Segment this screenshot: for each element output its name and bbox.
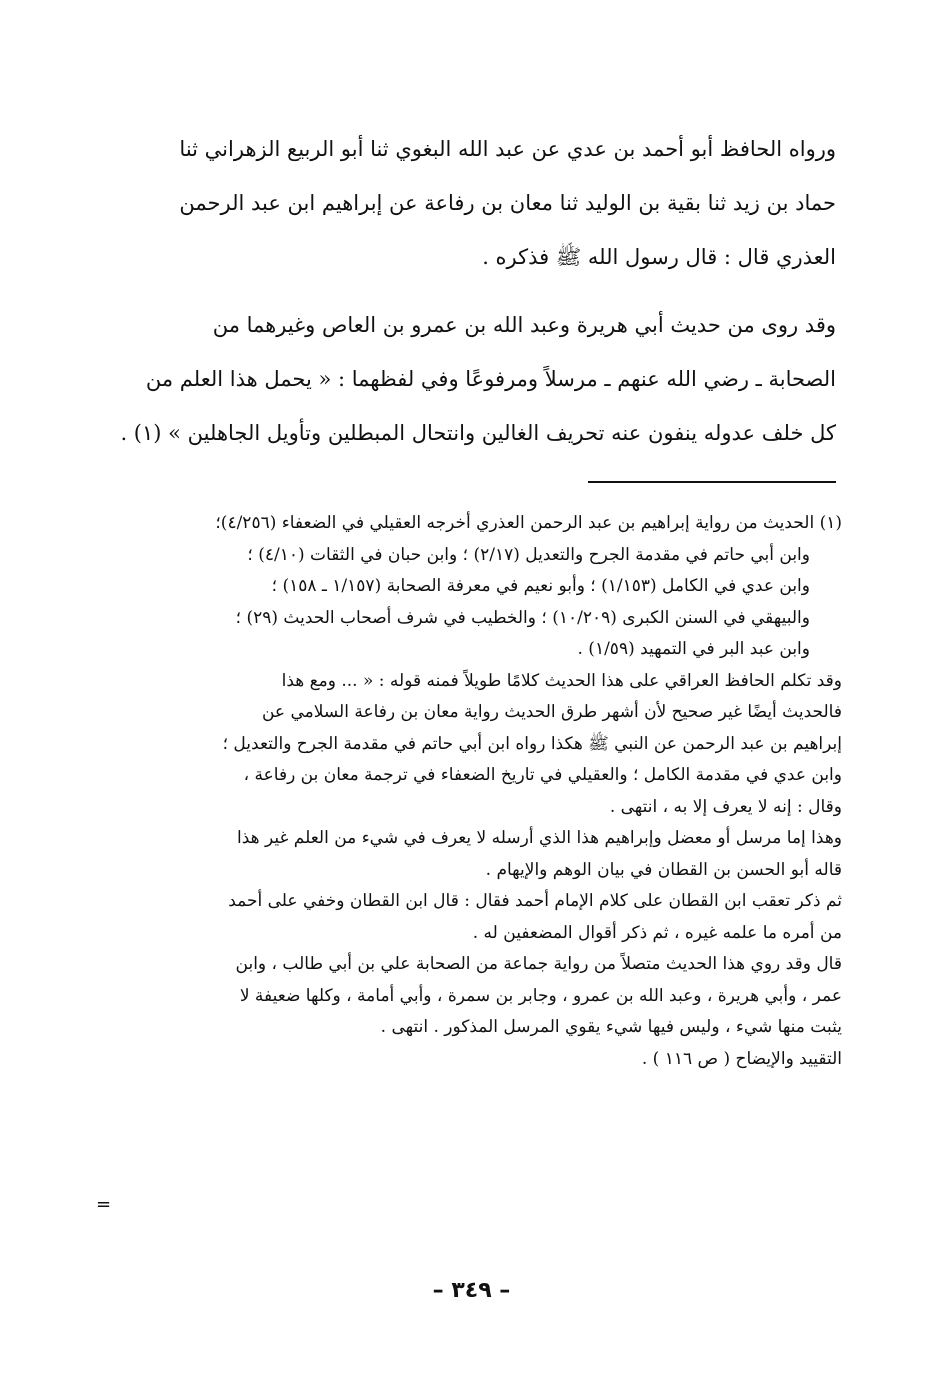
text-line: حماد بن زيد ثنا بقية بن الوليد ثنا معان بن رفاعة عن إبراهيم ابن عبد الرحمن	[179, 191, 836, 215]
footnote-line: وهذا إما مرسل أو معضل وإبراهيم هذا الذي أرسله لا يعرف في شيء من العلم غير هذا	[236, 828, 842, 848]
footnote-line: وقد تكلم الحافظ العراقي على هذا الحديث كلامًا طويلاً فمنه قوله : « ... ومع هذا	[281, 670, 842, 691]
text-line: كل خلف عدوله ينفون عنه تحريف الغالين وانتحال المبطلين وتأويل الجاهلين » (١) .	[120, 421, 836, 445]
footnote-line: عمر ، وأبي هريرة ، وعبد الله بن عمرو ، وجابر بن سمرة ، وأبي أمامة ، وكلها ضعيفة لا	[239, 985, 842, 1006]
main-text	[118, 122, 836, 474]
footnote-line: وابن عدي في الكامل (١/١٥٣) ؛ وأبو نعيم في معرفة الصحابة (١/١٥٧ ـ ١٥٨) ؛	[271, 576, 810, 596]
footnote-block-1	[118, 508, 842, 666]
text-line: وقد روى من حديث أبي هريرة وعبد الله بن عمرو بن العاص وغيرهما من	[212, 313, 836, 337]
footnote-line: وقال : إنه لا يعرف إلا به ، انتهى .	[609, 796, 842, 817]
footnotes	[118, 508, 842, 1075]
footnote-block-3	[118, 823, 842, 886]
footnote-block-2	[118, 666, 842, 824]
main-paragraph-2	[118, 298, 836, 460]
page-number: – ٣٤٩ –	[432, 1278, 511, 1303]
footnote-block-5	[118, 949, 842, 1044]
footnote-line: إبراهيم بن عبد الرحمن عن النبي ﷺ هكذا رواه ابن أبي حاتم في مقدمة الجرح والتعديل ؛	[222, 733, 842, 754]
footnote-line: قال وقد روي هذا الحديث متصلاً من رواية جماعة من الصحابة علي بن أبي طالب ، وابن	[235, 954, 842, 974]
footnote-separator	[588, 481, 836, 483]
footnote-line: (١) الحديث من رواية إبراهيم بن عبد الرحمن العذري أخرجه العقيلي في الضعفاء (٤/٢٥٦)؛	[215, 513, 842, 533]
footnote-block-4	[118, 886, 842, 949]
main-paragraph-1	[118, 122, 836, 284]
text-line: العذري قال : قال رسول الله ﷺ فذكره .	[482, 245, 836, 269]
text-line: ورواه الحافظ أبو أحمد بن عدي عن عبد الله البغوي ثنا أبو الربيع الزهراني ثنا	[179, 137, 836, 161]
continuation-mark: =	[96, 1194, 112, 1215]
footnote-line: وابن عبد البر في التمهيد (١/٥٩) .	[577, 639, 810, 659]
footnote-line: قاله أبو الحسن بن القطان في بيان الوهم والإيهام .	[485, 859, 842, 880]
footnote-line: فالحديث أيضًا غير صحيح لأن أشهر طرق الحديث رواية معان بن رفاعة السلامي عن	[261, 702, 842, 722]
footnote-line: ثم ذكر تعقب ابن القطان على كلام الإمام أحمد فقال : قال ابن القطان وخفي على أحمد	[228, 891, 842, 911]
text-line: الصحابة ـ رضي الله عنهم ـ مرسلاً ومرفوعًا وفي لفظهما : « يحمل هذا العلم من	[145, 367, 836, 391]
footnote-line: يثبت منها شيء ، وليس فيها شيء يقوي المرسل المذكور . انتهى .	[380, 1017, 842, 1037]
footnote-line: وابن أبي حاتم في مقدمة الجرح والتعديل (٢/١٧) ؛ وابن حبان في الثقات (٤/١٠) ؛	[247, 544, 810, 565]
footnote-line: والبيهقي في السنن الكبرى (١٠/٢٠٩) ؛ والخطيب في شرف أصحاب الحديث (٢٩) ؛	[235, 607, 810, 628]
footnote-block-6	[118, 1044, 842, 1076]
footnote-line: من أمره ما علمه غيره ، ثم ذكر أقوال المضعفين له .	[472, 922, 842, 943]
footnote-line: التقييد والإيضاح ( ص ١١٦ ) .	[641, 1048, 842, 1069]
footnote-line: وابن عدي في مقدمة الكامل ؛ والعقيلي في تاريخ الضعفاء في ترجمة معان بن رفاعة ،	[243, 765, 842, 785]
